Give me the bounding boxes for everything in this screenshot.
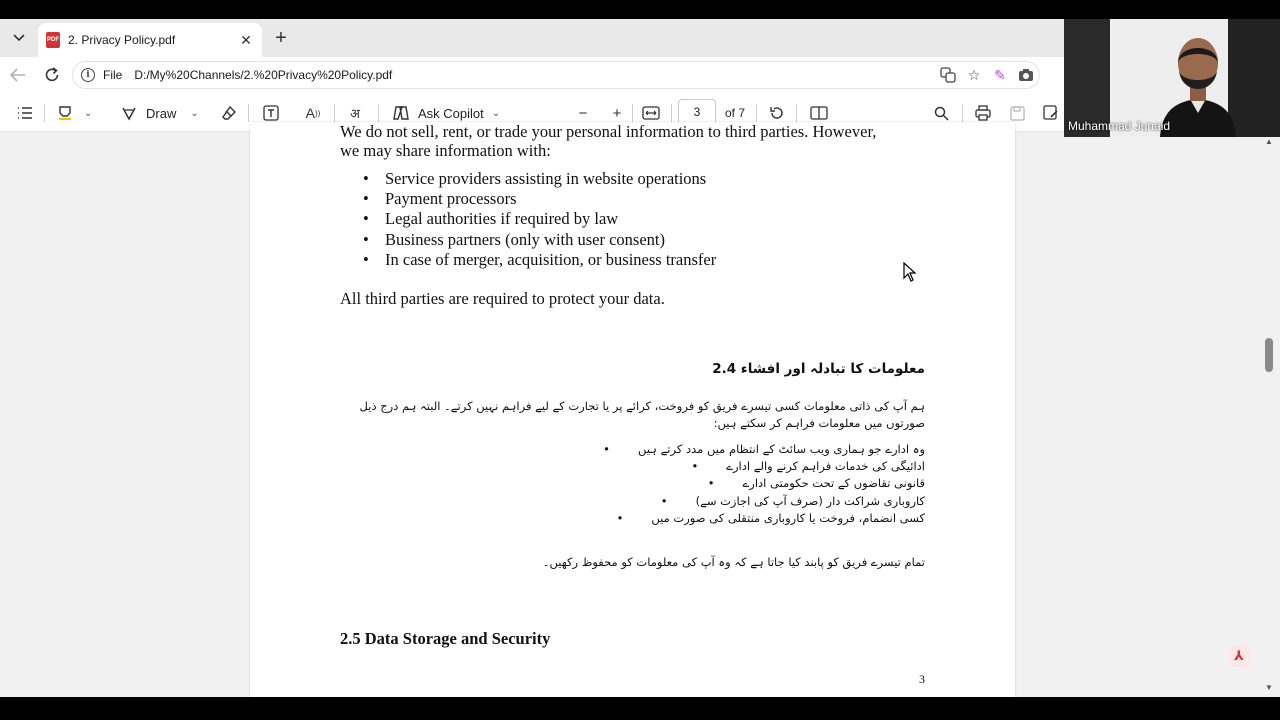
- toolbar-divider: [632, 104, 633, 122]
- mouse-cursor-icon: [903, 262, 917, 282]
- draw-pen-icon: [118, 102, 140, 124]
- list-item: [603, 510, 925, 527]
- share-list: [363, 169, 716, 270]
- two-page-view-icon: [808, 102, 830, 124]
- toolbar-divider: [962, 104, 963, 122]
- chevron-down-icon[interactable]: ⌄: [84, 107, 93, 119]
- scroll-down-arrow-icon[interactable]: ▼: [1265, 682, 1273, 692]
- list-item: [603, 493, 925, 510]
- back-arrow-icon[interactable]: [6, 64, 30, 86]
- url-text[interactable]: D:/My%20Channels/2.%20Privacy%20Policy.pdf: [134, 68, 393, 82]
- pdf-icon: PDF: [46, 32, 60, 48]
- highlighter-icon: [54, 102, 76, 124]
- webcam-overlay: [1064, 19, 1280, 137]
- list-item: • Legal authorities if required by law: [363, 209, 716, 229]
- chevron-down-icon[interactable]: ⌄: [491, 107, 501, 119]
- save-as-icon: [1040, 102, 1062, 124]
- erase-button[interactable]: [218, 101, 240, 125]
- extension-feather-icon[interactable]: ✎: [994, 66, 1006, 83]
- refresh-icon[interactable]: [40, 64, 64, 86]
- scrollbar-thumb[interactable]: [1265, 338, 1273, 372]
- screenshot-camera-icon[interactable]: [1013, 64, 1039, 86]
- bullet: •: [660, 493, 668, 508]
- closing-paragraph: All third parties are required to protect your data.: [340, 289, 665, 308]
- eraser-icon: [218, 102, 240, 124]
- close-tab-icon[interactable]: ✕: [240, 31, 252, 48]
- toolbar-divider: [248, 104, 249, 122]
- tab-actions-chevron-icon[interactable]: [6, 27, 32, 49]
- toolbar-divider: [796, 104, 797, 122]
- toolbar-divider: [334, 104, 335, 122]
- tab-privacy-policy[interactable]: [38, 23, 262, 57]
- list-item: [603, 441, 925, 458]
- draw-button[interactable]: [118, 101, 199, 125]
- new-tab-icon[interactable]: +: [275, 26, 287, 49]
- minus-icon: −: [578, 104, 588, 122]
- urdu-heading: معلومات کا تبادلہ اور افشاء 2.4: [712, 361, 925, 377]
- info-icon[interactable]: i: [81, 68, 95, 82]
- text-box-icon: [260, 102, 282, 124]
- list-item: • Business partners (only with user consent): [363, 230, 716, 250]
- toolbar-divider: [671, 104, 672, 122]
- urdu-list-text: کسی انضمام، فروخت یا کاروباری منتقلی کی صورت میں: [651, 510, 925, 525]
- search-icon: [930, 102, 952, 124]
- read-aloud-icon: A )): [305, 105, 321, 121]
- printer-icon: [972, 102, 994, 124]
- rotate-icon: [766, 102, 788, 124]
- urdu-list-text: وہ ادارے جو ہماری ویب سائٹ کے انتظام میں مدد کرتے ہیں: [637, 442, 925, 456]
- section-heading: 2.5 Data Storage and Security: [340, 629, 551, 648]
- intro-line: we may share information with:: [340, 141, 551, 160]
- list-item: • In case of merger, acquisition, or business transfer: [363, 250, 716, 270]
- address-bar[interactable]: [72, 61, 1040, 89]
- translate-script-icon: अ: [350, 106, 360, 121]
- toolbar-divider: [44, 104, 45, 122]
- copilot-icon: [390, 102, 412, 124]
- bullet: •: [707, 476, 715, 491]
- url-scheme: File: [103, 68, 123, 82]
- plus-icon: +: [612, 104, 622, 122]
- pdf-page: [250, 122, 1015, 702]
- toolbar-divider: [378, 104, 379, 122]
- urdu-paragraph: ہم آپ کی ذاتی معلومات کسی تیسرے فریق کو فروخت، کرائے پر یا تجارت کے لیے فراہم نہیں کرتے۔ البتہ ہم درج ذیل صورتوں میں معلومات فراہم کر سکتے ہیں:: [359, 399, 925, 430]
- bullet: •: [603, 442, 610, 456]
- save-as-button[interactable]: [1040, 101, 1062, 125]
- urdu-list-text: قانونی تقاضوں کے تحت حکومتی ادارے: [742, 476, 925, 491]
- urdu-list-text: ادائیگی کی خدمات فراہم کرنے والے ادارے: [726, 459, 925, 474]
- list-item: • Payment processors: [363, 189, 716, 209]
- draw-label: Draw: [146, 105, 177, 121]
- page-number-input[interactable]: 3: [678, 99, 716, 125]
- urdu-list: [603, 441, 925, 527]
- urdu-list-text: کاروباری شراکت دار (صرف آپ کی اجازت سے): [695, 493, 925, 508]
- tab-title: 2. Privacy Policy.pdf: [68, 33, 176, 47]
- fit-width-icon: [640, 102, 662, 124]
- contents-list-icon: [14, 102, 36, 124]
- bullet: •: [616, 510, 624, 525]
- contents-button[interactable]: [14, 101, 36, 125]
- urdu-closing: تمام تیسرے فریق کو پابند کیا جاتا ہے کہ وہ آپ کی معلومات کو محفوظ رکھیں۔: [542, 555, 925, 569]
- list-item: [603, 458, 925, 475]
- page-total: of 7: [725, 106, 746, 120]
- highlight-button[interactable]: [54, 101, 92, 125]
- translate-icon[interactable]: [935, 64, 961, 86]
- acrobat-icon[interactable]: ⅄: [1228, 645, 1250, 667]
- page-number: 3: [919, 672, 925, 686]
- screen-bottom-border: [0, 697, 1280, 720]
- save-disk-icon: [1006, 102, 1028, 124]
- screen-top-border: [0, 0, 1280, 19]
- list-item: [603, 475, 925, 492]
- favorite-star-icon[interactable]: ☆: [967, 66, 981, 83]
- participant-name: Muhammad Junaid: [1068, 119, 1171, 133]
- intro-line: We do not sell, rent, or trade your personal information to third parties. However,: [340, 122, 877, 141]
- bullet: •: [691, 459, 699, 474]
- ask-copilot-label: Ask Copilot: [418, 105, 484, 121]
- scroll-up-arrow-icon[interactable]: ▲: [1265, 136, 1273, 146]
- list-item: • Service providers assisting in website operations: [363, 169, 716, 189]
- chevron-down-icon[interactable]: ⌄: [190, 107, 199, 119]
- toolbar-divider: [756, 104, 757, 122]
